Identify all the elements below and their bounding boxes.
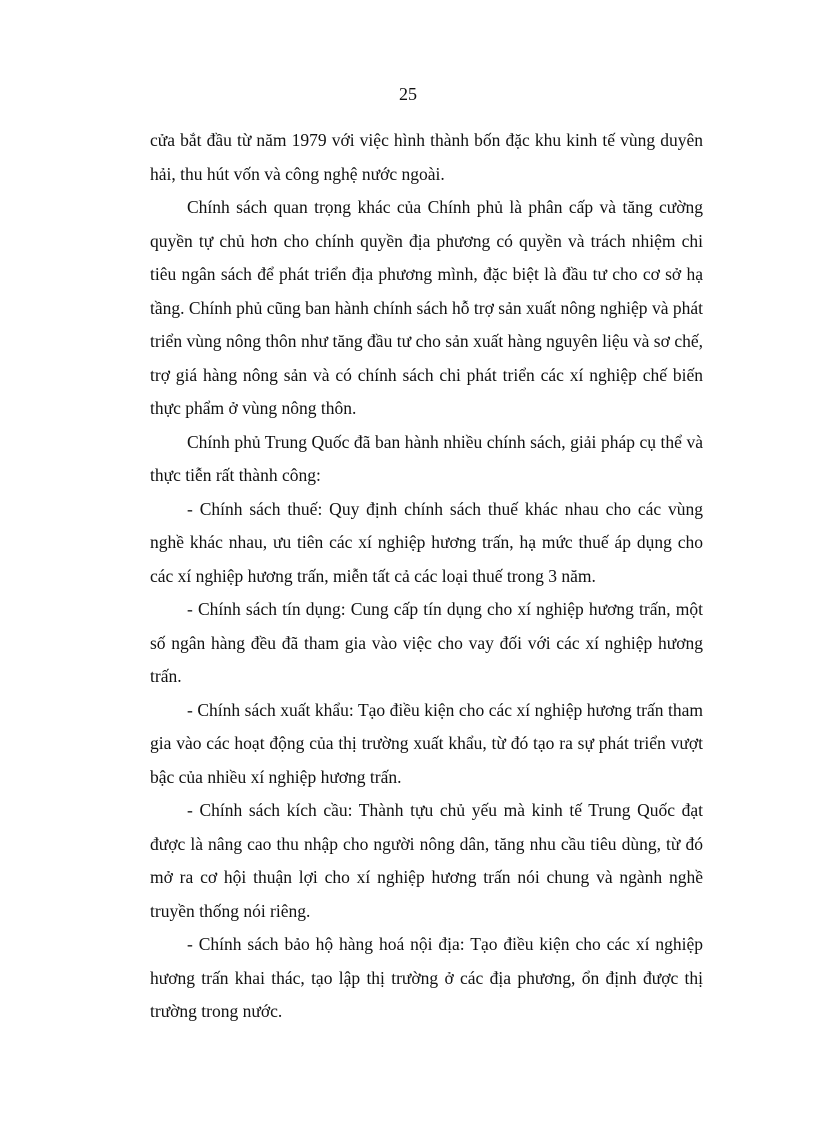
document-body — [150, 124, 703, 1029]
paragraph-continuation: cửa bắt đầu từ năm 1979 với việc hình thành bốn đặc khu kinh tế vùng duyên hải, thu hút vốn và công nghệ nước ngoài. — [150, 130, 703, 184]
paragraph-decentralization-policy: Chính sách quan trọng khác của Chính phủ là phân cấp và tăng cường quyền tự chủ hơn cho chính quyền địa phương có quyền và trách nhiệm chi tiêu ngân sách để phát triển địa phương mình, đặc biệt là đầu tư cho cơ sở hạ tầng. Chính phủ cũng ban hành chính sách hỗ trợ sản xuất nông nghiệp và phát triển vùng nông thôn như tăng đầu tư cho sản xuất hàng nguyên liệu và sơ chế, trợ giá hàng nông sản và có chính sách chi phát triển các xí nghiệp chế biến thực phẩm ở vùng nông thôn. — [150, 197, 703, 418]
list-item-export-policy: - Chính sách xuất khẩu: Tạo điều kiện cho các xí nghiệp hương trấn tham gia vào các hoạt động của thị trường xuất khẩu, từ đó tạo ra sự phát triển vượt bậc của nhiều xí nghiệp hương trấn. — [150, 699, 703, 787]
list-item-tax-policy: - Chính sách thuế: Quy định chính sách thuế khác nhau cho các vùng nghề khác nhau, ưu tiên các xí nghiệp hương trấn, hạ mức thuế áp dụng cho các xí nghiệp hương trấn, miễn tất cả các loại thuế trong 3 năm. — [150, 498, 703, 586]
paragraph-policy-intro: Chính phủ Trung Quốc đã ban hành nhiều chính sách, giải pháp cụ thể và thực tiễn rất thành công: — [150, 431, 703, 485]
page-number: 25 — [399, 84, 417, 104]
list-item-demand-stimulus-policy: - Chính sách kích cầu: Thành tựu chủ yếu mà kinh tế Trung Quốc đạt được là nâng cao thu nhập cho người nông dân, tăng nhu cầu tiêu dùng, từ đó mở ra cơ hội thuận lợi cho xí nghiệp hương trấn nói chung và ngành nghề truyền thống nói riêng. — [150, 800, 703, 921]
list-item-credit-policy: - Chính sách tín dụng: Cung cấp tín dụng cho xí nghiệp hương trấn, một số ngân hàng đều đã tham gia vào việc cho vay đối với các xí nghiệp hương trấn. — [150, 599, 703, 686]
list-item-domestic-protection-policy: - Chính sách bảo hộ hàng hoá nội địa: Tạo điều kiện cho các xí nghiệp hương trấn khai thác, tạo lập thị trường ở các địa phương, ổn định được thị trường trong nước. — [150, 934, 703, 1021]
